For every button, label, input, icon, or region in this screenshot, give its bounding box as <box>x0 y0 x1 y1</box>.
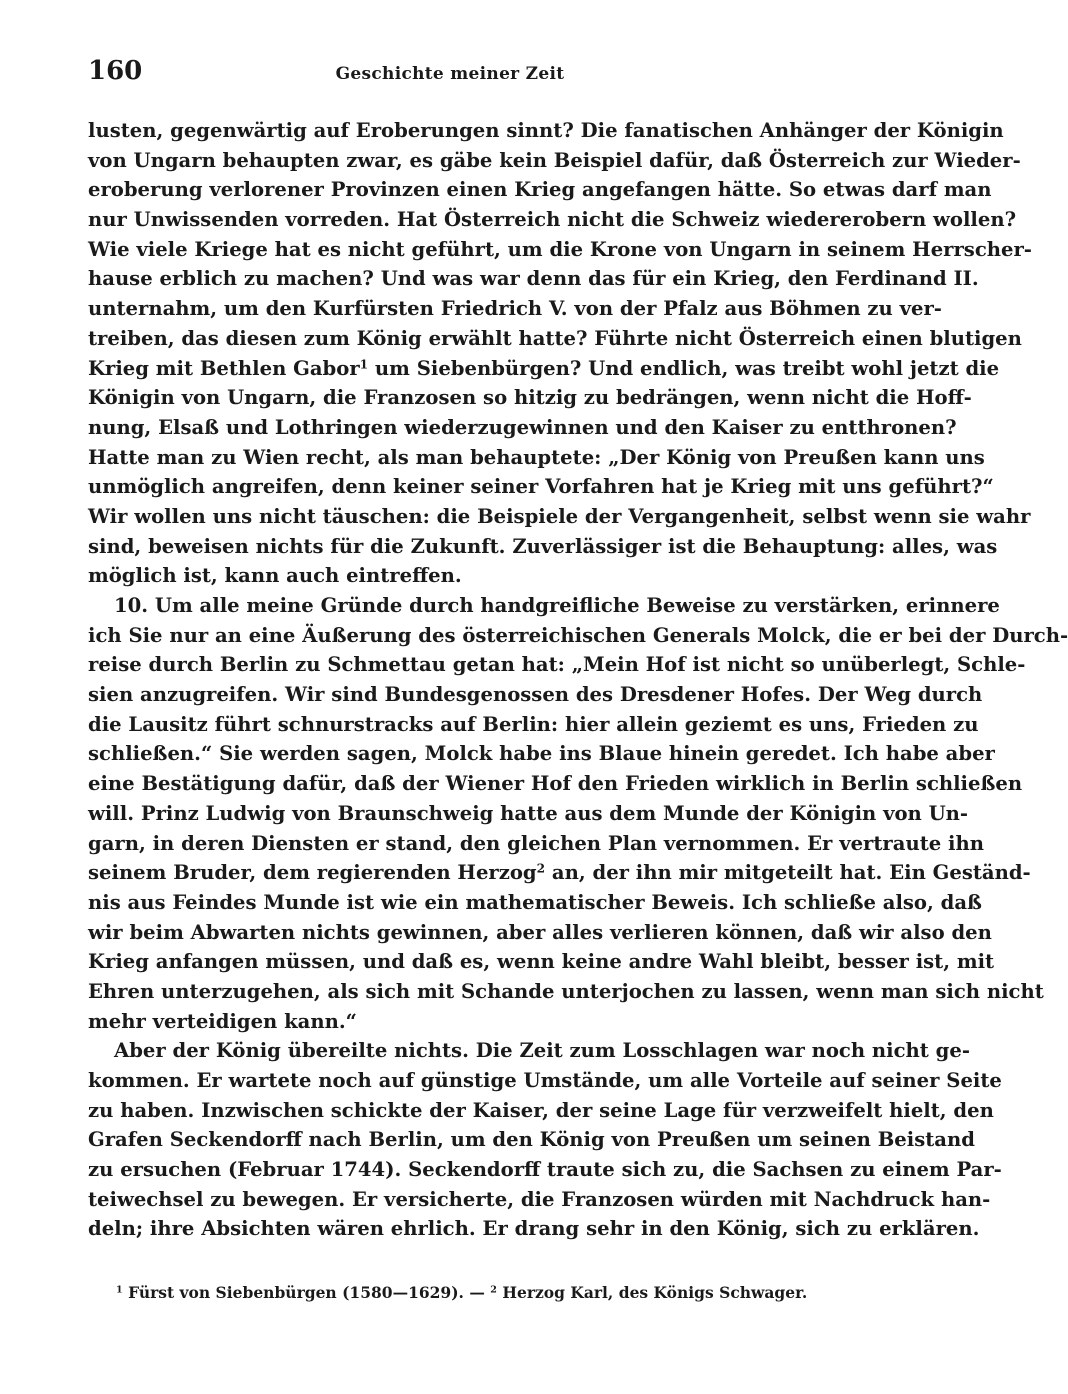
text-line <box>88 710 979 740</box>
line-text: eroberung verlorener Provinzen einen Krieg angefangen hätte. So etwas darf man <box>88 178 992 202</box>
line-text: möglich ist, kann auch eintreffen. <box>88 564 462 588</box>
line-text: Ehren unterzugehen, als sich mit Schande unterjochen zu lassen, wenn man sich nicht <box>88 979 1044 1003</box>
text-line <box>88 739 995 769</box>
text-line <box>88 383 972 413</box>
line-text: 10. Um alle meine Gründe durch handgreifliche Beweise zu verstärken, erinnere <box>114 594 1000 617</box>
line-text: nur Unwissenden vorreden. Hat Österreich nicht die Schweiz wiedererobern wollen? <box>88 208 1017 232</box>
text-line <box>88 947 995 977</box>
body-text <box>88 116 1068 1244</box>
text-line <box>88 1007 830 1037</box>
text-line <box>88 413 957 443</box>
text-line <box>88 799 969 829</box>
text-line <box>88 650 1026 680</box>
footnote-text: Herzog Karl, des Königs Schwager. <box>496 1283 808 1302</box>
line-text: ich Sie nur an eine Äußerung des österreichischen Generals Molck, die er bei der Durch- <box>88 623 1068 647</box>
line-text: kommen. Er wartete noch auf günstige Umstände, um alle Vorteile auf seiner Seite <box>88 1069 1002 1092</box>
text-line <box>88 235 1032 265</box>
text-line <box>88 324 1022 354</box>
line-text: deln; ihre Absichten wären ehrlich. Er drang sehr in den König, sich zu erklären. <box>88 1217 980 1241</box>
text-line <box>88 591 1000 621</box>
footnote-2 <box>490 1283 807 1302</box>
text-line <box>88 264 979 294</box>
line-text: hause erblich zu machen? Und was war denn das für ein Krieg, den Ferdinand II. <box>88 267 979 291</box>
footnote-marker: 2 <box>490 1284 497 1296</box>
text-line <box>88 1155 1002 1185</box>
text-line <box>88 1125 975 1155</box>
text-line <box>88 1036 970 1066</box>
text-line <box>88 116 1004 146</box>
text-line <box>88 472 994 502</box>
text-line <box>88 888 982 918</box>
line-text: treiben, das diesen zum König erwählt hatte? Führte nicht Österreich einen blutigen <box>88 326 1022 350</box>
line-text: Aber der König übereilte nichts. Die Zeit zum Losschlagen war noch nicht ge- <box>114 1039 970 1063</box>
footnote-1 <box>116 1283 490 1302</box>
text-line <box>88 829 984 859</box>
line-text: nis aus Feindes Munde ist wie ein mathematischer Beweis. Ich schließe also, daß <box>88 890 982 914</box>
text-line <box>88 532 998 562</box>
text-line <box>88 1096 994 1126</box>
text-line <box>88 918 992 948</box>
line-text: zu ersuchen (Februar 1744). Seckendorff traute sich zu, die Sachsen zu einem Par- <box>88 1158 1002 1182</box>
line-text: Hatte man zu Wien recht, als man behauptete: „Der König von Preußen kann uns <box>88 445 985 469</box>
line-text: sind, beweisen nichts für die Zukunft. Zuverlässiger ist die Behauptung: alles, was <box>88 534 998 558</box>
text-line <box>88 561 830 591</box>
running-head: Geschichte meiner Zeit <box>335 64 565 84</box>
line-text: die Lausitz führt schnurstracks auf Berlin: hier allein geziemt es uns, Frieden zu <box>88 712 979 736</box>
line-text: zu haben. Inzwischen schickte der Kaiser, der seine Lage für verzweifelt hielt, den <box>88 1098 994 1122</box>
text-line <box>88 146 1021 176</box>
page-number: 160 <box>88 56 143 86</box>
line-text: sien anzugreifen. Wir sind Bundesgenossen des Dresdener Hofes. Der Weg durch <box>88 683 983 707</box>
footnotes <box>88 1283 830 1302</box>
line-text: teiwechsel zu bewegen. Er versicherte, die Franzosen würden mit Nachdruck han- <box>88 1187 991 1211</box>
line-text: von Ungarn behaupten zwar, es gäbe kein Beispiel dafür, daß Österreich zur Wieder- <box>88 148 1021 172</box>
line-text-continued: um Siebenbürgen? Und endlich, was treibt wohl jetzt die <box>368 356 1000 380</box>
footnote-reference: 2 <box>536 861 546 876</box>
line-text: unmöglich angreifen, denn keiner seiner Vorfahren hat je Krieg mit uns geführt?“ <box>88 475 994 499</box>
footnote-text: Fürst von Siebenbürgen (1580—1629). — <box>122 1283 491 1302</box>
text-line <box>88 1066 1002 1096</box>
text-line <box>88 680 983 710</box>
text-line <box>88 502 1031 532</box>
text-line <box>88 205 1017 235</box>
text-line <box>88 1185 991 1215</box>
line-text: Grafen Seckendorff nach Berlin, um den König von Preußen um seinen Beistand <box>88 1128 975 1152</box>
footnote-marker: 1 <box>116 1284 123 1296</box>
text-line <box>88 443 985 473</box>
footnote-reference: 1 <box>359 356 369 371</box>
line-text: wir beim Abwarten nichts gewinnen, aber alles verlieren können, daß wir also den <box>88 920 992 944</box>
line-text: mehr verteidigen kann.“ <box>88 1009 357 1033</box>
line-text: schließen.“ Sie werden sagen, Molck habe ins Blaue hinein geredet. Ich habe aber <box>88 742 995 766</box>
text-line <box>88 858 1031 888</box>
line-text: Krieg anfangen müssen, und daß es, wenn keine andre Wahl bleibt, besser ist, mit <box>88 950 995 974</box>
line-text: Wir wollen uns nicht täuschen: die Beispiele der Vergangenheit, selbst wenn sie wahr <box>88 504 1031 528</box>
line-text: lusten, gegenwärtig auf Eroberungen sinnt? Die fanatischen Anhänger der Königin <box>88 119 1004 142</box>
line-text: Krieg mit Bethlen Gabor <box>88 356 360 380</box>
line-text-continued: an, der ihn mir mitgeteilt hat. Ein Geständ- <box>545 861 1031 885</box>
text-line <box>88 621 1068 651</box>
line-text: garn, in deren Diensten er stand, den gleichen Plan vernommen. Er vertraute ihn <box>88 831 984 855</box>
line-text: eine Bestätigung dafür, daß der Wiener Hof den Frieden wirklich in Berlin schließen <box>88 772 1023 796</box>
text-line <box>88 769 1023 799</box>
text-line <box>88 354 1000 384</box>
line-text: will. Prinz Ludwig von Braunschweig hatte aus dem Munde der Königin von Un- <box>88 801 969 825</box>
line-text: nung, Elsaß und Lothringen wiederzugewinnen und den Kaiser zu entthronen? <box>88 415 957 439</box>
text-line <box>88 1214 980 1244</box>
line-text: Königin von Ungarn, die Franzosen so hitzig zu bedrängen, wenn nicht die Hoff- <box>88 386 972 410</box>
text-line <box>88 294 942 324</box>
line-text: seinem Bruder, dem regierenden Herzog <box>88 861 537 885</box>
text-line <box>88 977 1044 1007</box>
line-text: Wie viele Kriege hat es nicht geführt, um die Krone von Ungarn in seinem Herrscher- <box>88 237 1032 261</box>
line-text: unternahm, um den Kurfürsten Friedrich V. von der Pfalz aus Böhmen zu ver- <box>88 297 942 321</box>
text-line <box>88 175 992 205</box>
line-text: reise durch Berlin zu Schmettau getan hat: „Mein Hof ist nicht so unüberlegt, Schle- <box>88 653 1026 677</box>
